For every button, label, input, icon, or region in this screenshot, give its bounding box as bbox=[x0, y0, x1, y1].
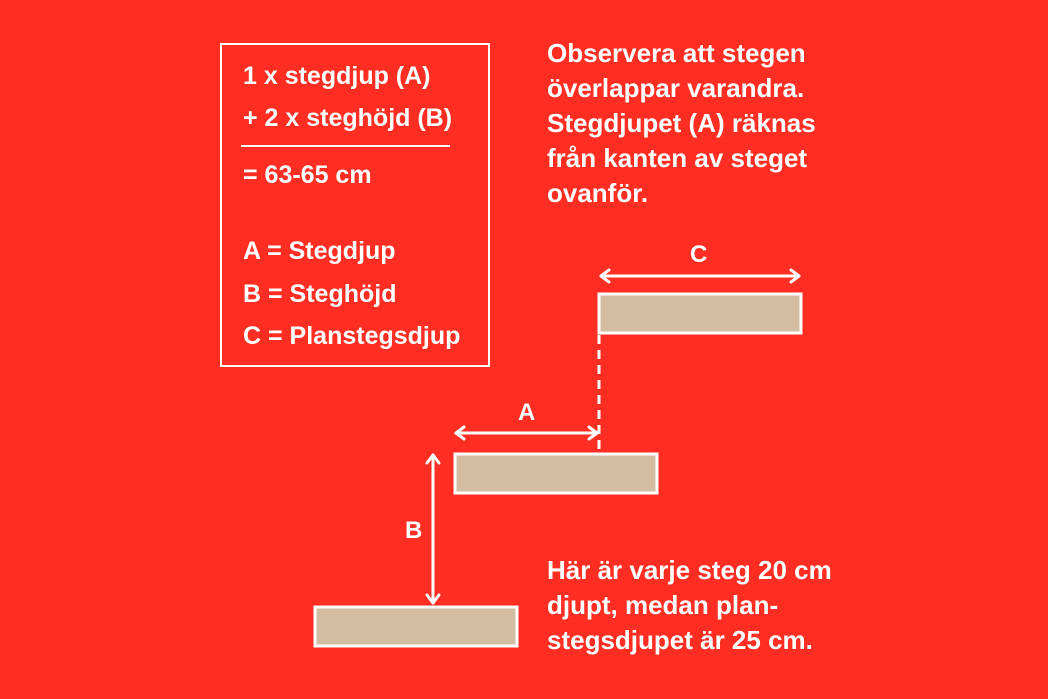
note-bottom-line: djupt, medan plan- bbox=[547, 590, 779, 620]
note-top-line: från kanten av steget bbox=[547, 143, 808, 173]
note-top-line: Observera att stegen bbox=[547, 38, 806, 68]
formula-result: = 63-65 cm bbox=[243, 161, 372, 189]
legend-c: C = Planstegsdjup bbox=[243, 322, 461, 350]
formula-line-1: 1 x stegdjup (A) bbox=[243, 62, 431, 90]
note-top-line: ovanför. bbox=[547, 178, 649, 208]
note-top bbox=[547, 36, 816, 211]
formula-box bbox=[220, 43, 490, 367]
note-bottom bbox=[547, 553, 832, 658]
note-top-line: överlappar varandra. bbox=[547, 73, 805, 103]
step-middle bbox=[455, 454, 657, 493]
legend-b: B = Steghöjd bbox=[243, 280, 397, 308]
note-bottom-line: Här är varje steg 20 cm bbox=[547, 555, 832, 585]
note-bottom-line: stegsdjupet är 25 cm. bbox=[547, 625, 813, 655]
dimension-b-label: B bbox=[405, 517, 423, 544]
legend-a: A = Stegdjup bbox=[243, 237, 396, 265]
step-top bbox=[599, 294, 801, 333]
formula-line-2: + 2 x steghöjd (B) bbox=[243, 104, 453, 132]
dimension-c-label: C bbox=[690, 241, 708, 268]
note-top-line: Stegdjupet (A) räknas bbox=[547, 108, 816, 138]
dimension-a-label: A bbox=[518, 399, 536, 426]
step-bottom bbox=[315, 607, 517, 646]
